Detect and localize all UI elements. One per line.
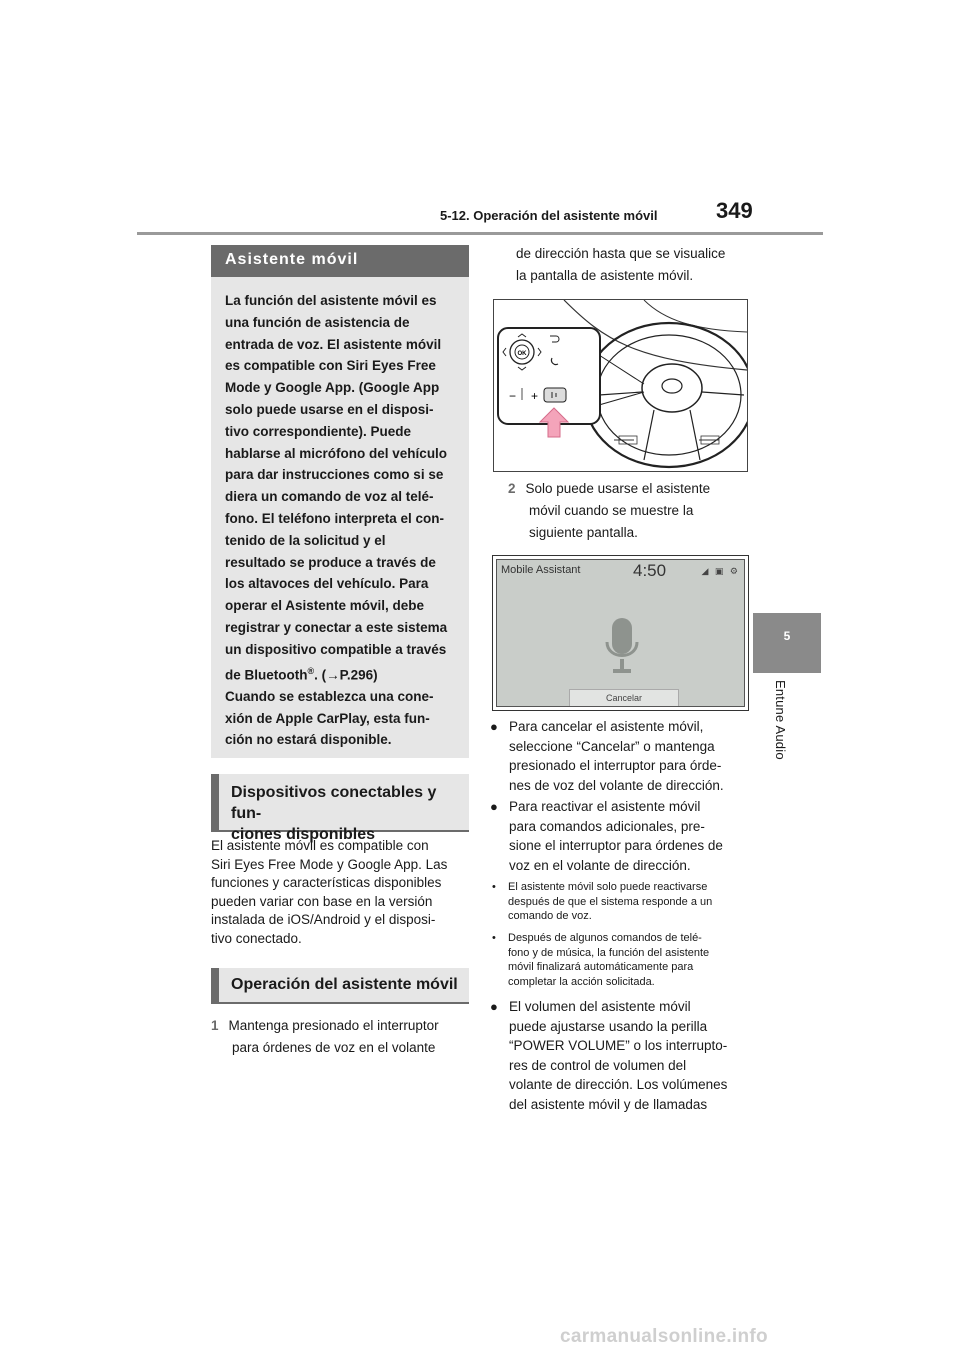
bullet-line: voz en el volante de dirección. <box>509 857 691 873</box>
intro-line: La función del asistente móvil es <box>225 293 437 308</box>
intro-text <box>225 290 465 751</box>
bullet-line: volante de dirección. Los volúmenes <box>509 1077 728 1092</box>
registered-mark: ® <box>307 665 315 676</box>
intro-line: los altavoces del vehículo. Para <box>225 576 429 592</box>
intro-line: solo puede usarse en el disposi- <box>225 401 434 417</box>
step-1-number: 1 <box>211 1018 219 1033</box>
intro-line: diera un comando de voz al telé- <box>225 489 434 505</box>
intro-line: es compatible con Siri Eyes Free <box>225 358 436 374</box>
devices-line: tivo conectado. <box>211 930 302 946</box>
devices-line: Siri Eyes Free Mode y Google App. Las <box>211 856 448 872</box>
intro-line: hablarse al micrófono del vehículo <box>225 445 448 461</box>
devices-line: pueden variar con base en la versión <box>211 893 433 909</box>
bullet-line: res de control de volumen del <box>509 1057 687 1073</box>
intro-line: tivo correspondiente). Puede <box>225 423 412 439</box>
lock-icon: ▣ <box>714 566 724 576</box>
bullet-volume <box>490 997 760 1114</box>
screen-figure <box>492 555 749 711</box>
note-line: completar la acción solicitada. <box>508 975 655 988</box>
bullet-line: nes de voz del volante de dirección. <box>509 777 724 793</box>
intro-line: fono. El teléfono interpreta el con- <box>225 510 445 526</box>
devices-line: funciones y características disponibles <box>211 875 442 890</box>
chapter-label: Entune Audio <box>773 680 788 760</box>
bullet-line: seleccione “Cancelar” o mantenga <box>509 738 715 754</box>
bullet-line: presionado el interruptor para órde- <box>509 758 722 773</box>
bullet-line: del asistente móvil y de llamadas <box>509 1096 708 1112</box>
carplay-line: Cuando se establezca una cone- <box>225 688 434 704</box>
bullet-line: El volumen del asistente móvil <box>509 999 691 1014</box>
step-2-line: móvil cuando se muestre la <box>529 503 694 518</box>
bullet-line: sione el interruptor para órdenes de <box>509 838 723 853</box>
note-auto-end <box>492 931 762 989</box>
devices-line: El asistente móvil es compatible con <box>211 838 429 853</box>
intro-box <box>211 277 469 758</box>
bullet-marker: ● <box>490 719 498 734</box>
step-1-line: Mantenga presionado el interruptor <box>228 1018 439 1033</box>
bullet-line: Para cancelar el asistente móvil, <box>509 719 704 734</box>
intro-line: tenido de la solicitud y el <box>225 532 386 548</box>
carplay-line: ción no estará disponible. <box>225 732 392 748</box>
bullet-line: “POWER VOLUME” o los interrupto- <box>509 1038 728 1053</box>
step-1-continued <box>516 243 776 287</box>
heading-devices-line: Dispositivos conectables y fun- <box>231 784 437 822</box>
note-line: El asistente móvil solo puede reactivarse <box>508 881 708 893</box>
status-icons <box>701 566 738 577</box>
bullet-cancel <box>490 717 760 795</box>
note-line: móvil finalizará automáticamente para <box>508 961 694 973</box>
intro-line: registrar y conectar a este sistema <box>225 619 448 635</box>
step-2 <box>508 478 768 544</box>
microphone-icon <box>605 618 639 680</box>
note-marker: • <box>492 881 496 893</box>
page-number: 349 <box>716 198 753 223</box>
bluetooth-line <box>225 661 465 686</box>
intro-line: un dispositivo compatible a través <box>225 641 447 657</box>
step-1-line: para órdenes de voz en el volante <box>232 1040 436 1055</box>
section-title: 5-12. Operación del asistente móvil <box>440 208 658 223</box>
devices-paragraph <box>211 837 473 948</box>
note-line: Después de algunos comandos de telé- <box>508 932 702 944</box>
bullet-line: para comandos adicionales, pre- <box>509 818 705 834</box>
note-line: comando de voz. <box>508 910 592 922</box>
settings-icon: ⚙ <box>729 566 738 576</box>
heading-mobile-assistant-text: Asistente móvil <box>225 251 359 268</box>
minus-label: − <box>509 389 517 403</box>
steering-wheel-illustration <box>494 300 747 471</box>
bullet-line: puede ajustarse usando la perilla <box>509 1018 708 1034</box>
heading-operation <box>211 968 469 1004</box>
signal-icon: ◢ <box>701 566 709 576</box>
bluetooth-page-ref[interactable]: . (→P.296) <box>314 667 378 683</box>
intro-line: operar el Asistente móvil, debe <box>225 598 425 614</box>
step-2-line: siguiente pantalla. <box>529 525 638 540</box>
bullet-line: Para reactivar el asistente móvil <box>509 799 701 814</box>
step-2-number: 2 <box>508 481 516 496</box>
heading-mobile-assistant <box>211 245 469 277</box>
note-line: después de que el sistema responde a un <box>508 895 713 908</box>
bullet-marker: ● <box>490 999 498 1014</box>
step-1-line: la pantalla de asistente móvil. <box>516 268 694 283</box>
header-rule <box>137 232 823 235</box>
ok-label: OK <box>517 351 527 357</box>
intro-line: Mode y Google App. (Google App <box>225 380 440 396</box>
bullet-marker: ● <box>490 799 498 814</box>
watermark: carmanualsonline.info <box>560 1326 768 1347</box>
screen-title: Mobile Assistant <box>501 564 581 576</box>
intro-line: resultado se produce a través de <box>225 554 436 570</box>
devices-line: instalada de iOS/Android y el disposi- <box>211 912 436 927</box>
intro-line: una función de asistencia de <box>225 314 410 330</box>
heading-devices <box>211 774 469 843</box>
screen-clock: 4:50 <box>633 561 667 580</box>
bullet-reactivate <box>490 797 760 875</box>
heading-operation-text: Operación del asistente móvil <box>231 976 458 993</box>
note-reactivate <box>492 880 762 924</box>
note-line: fono y de música, la función del asistente <box>508 946 710 959</box>
bluetooth-prefix: de Bluetooth <box>225 667 308 683</box>
heading-devices-line: ciones disponibles <box>231 826 376 843</box>
cancel-button[interactable]: Cancelar <box>569 689 679 707</box>
note-marker: • <box>492 932 496 944</box>
carplay-line: xión de Apple CarPlay, esta fun- <box>225 710 430 726</box>
intro-line: entrada de voz. El asistente móvil <box>225 336 442 352</box>
intro-line: para dar instrucciones como si se <box>225 467 444 483</box>
step-1 <box>211 1015 473 1059</box>
chapter-tab[interactable] <box>753 613 821 673</box>
step-2-line: Solo puede usarse el asistente <box>525 481 711 496</box>
chapter-number: 5 <box>783 629 791 643</box>
mobile-assistant-screen <box>496 559 745 707</box>
step-1-line: de dirección hasta que se visualice <box>516 246 726 261</box>
plus-label: + <box>531 389 539 403</box>
steering-figure <box>493 299 748 472</box>
